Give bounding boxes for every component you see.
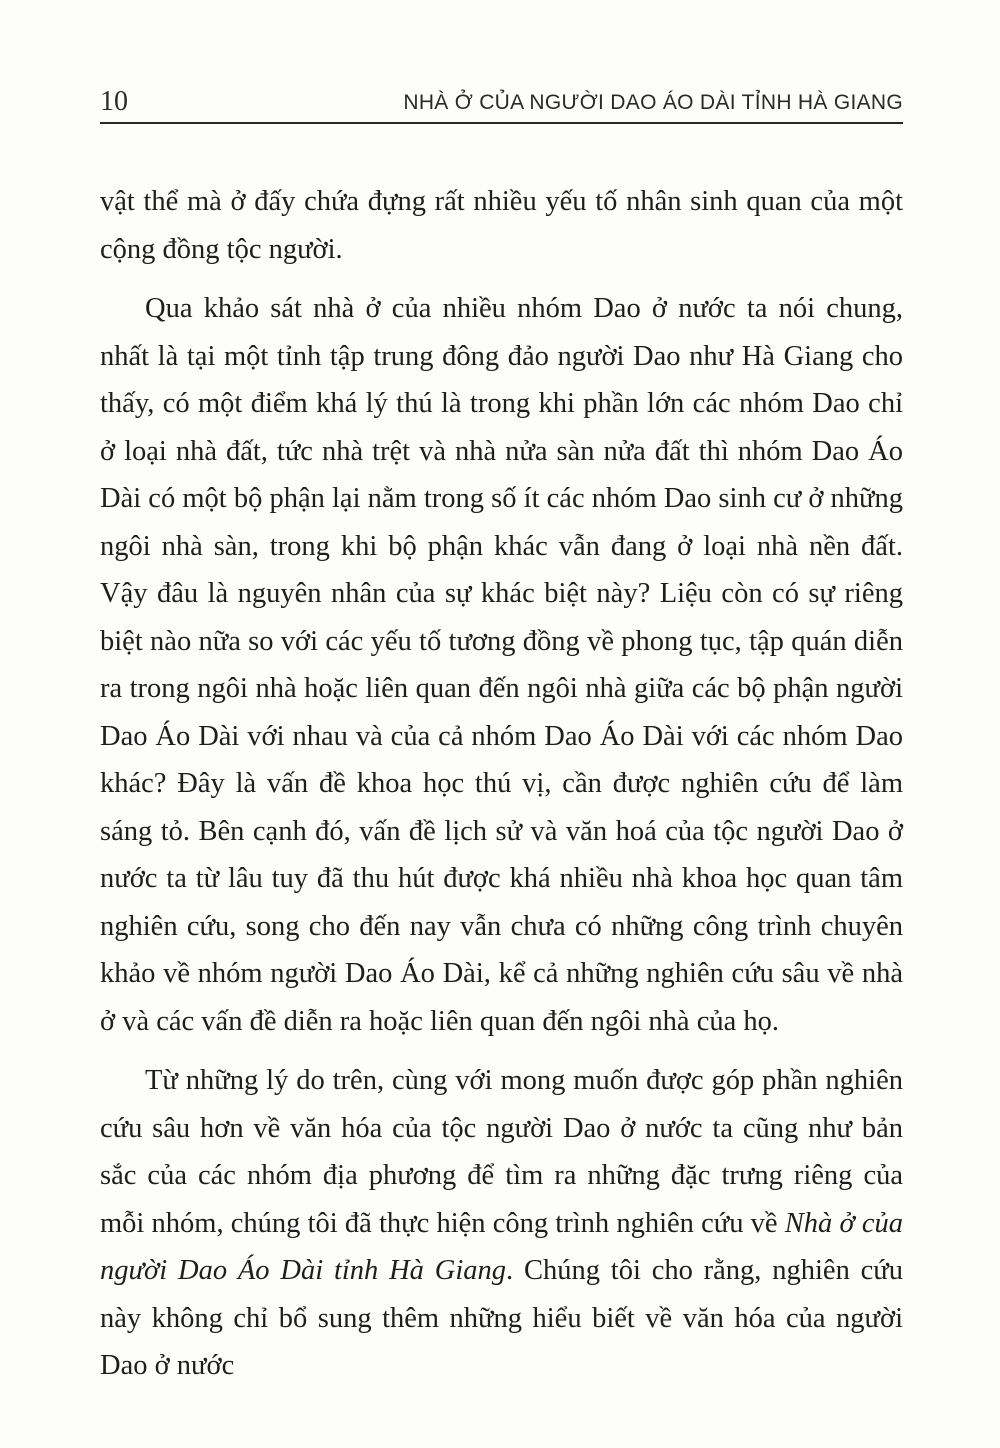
- body-text: [100, 178, 903, 1390]
- paragraph-continued: vật thể mà ở đấy chứa đựng rất nhiều yếu tố nhân sinh quan của một cộng đồng tộc người.: [100, 186, 903, 265]
- page-number: 10: [100, 86, 128, 117]
- paragraph: [100, 1057, 903, 1390]
- running-header: [100, 86, 903, 124]
- book-title-italic: Nhà ở của người Dao Áo Dài tỉnh Hà Giang: [100, 1207, 903, 1286]
- paragraph-text: Từ những lý do trên, cùng với mong muốn được góp phần nghiên cứu sâu hơn về văn hóa của tộc người Dao ở nước ta cũng như bản sắc của các nhóm địa phương để tìm ra những đặc trưng riêng của mỗi nhóm, chúng tôi đã thực hiện công trình nghiên cứu về: [100, 1065, 903, 1239]
- paragraph: Qua khảo sát nhà ở của nhiều nhóm Dao ở nước ta nói chung, nhất là tại một tỉnh tập trung đông đảo người Dao như Hà Giang cho thấy, có một điểm khá lý thú là trong khi phần lớn các nhóm Dao chỉ ở loại nhà đất, tức nhà trệt và nhà nửa sàn nửa đất thì nhóm Dao Áo Dài có một bộ phận lại nằm trong số ít các nhóm Dao sinh cư ở những ngôi nhà sàn, trong khi bộ phận khác vẫn đang ở loại nhà nền đất. Vậy đâu là nguyên nhân của sự khác biệt này? Liệu còn có sự riêng biệt nào nữa so với các yếu tố tương đồng về phong tục, tập quán diễn ra trong ngôi nhà hoặc liên quan đến ngôi nhà giữa các bộ phận người Dao Áo Dài với nhau và của cả nhóm Dao Áo Dài với các nhóm Dao khác? Đây là vấn đề khoa học thú vị, cần được nghiên cứu để làm sáng tỏ. Bên cạnh đó, vấn đề lịch sử và văn hoá của tộc người Dao ở nước ta từ lâu tuy đã thu hút được khá nhiều nhà khoa học quan tâm nghiên cứu, song cho đến nay vẫn chưa có những công trình chuyên khảo về nhóm người Dao Áo Dài, kể cả những nghiên cứu sâu về nhà ở và các vấn đề diễn ra hoặc liên quan đến ngôi nhà của họ.: [100, 293, 903, 1037]
- paragraph-text: . Chúng tôi cho rằng, nghiên cứu này không chỉ bổ sung thêm những hiểu biết về văn hóa của người Dao ở nước: [100, 1255, 903, 1381]
- running-title: NHÀ Ở CỦA NGƯỜI DAO ÁO DÀI TỈNH HÀ GIANG: [403, 91, 903, 114]
